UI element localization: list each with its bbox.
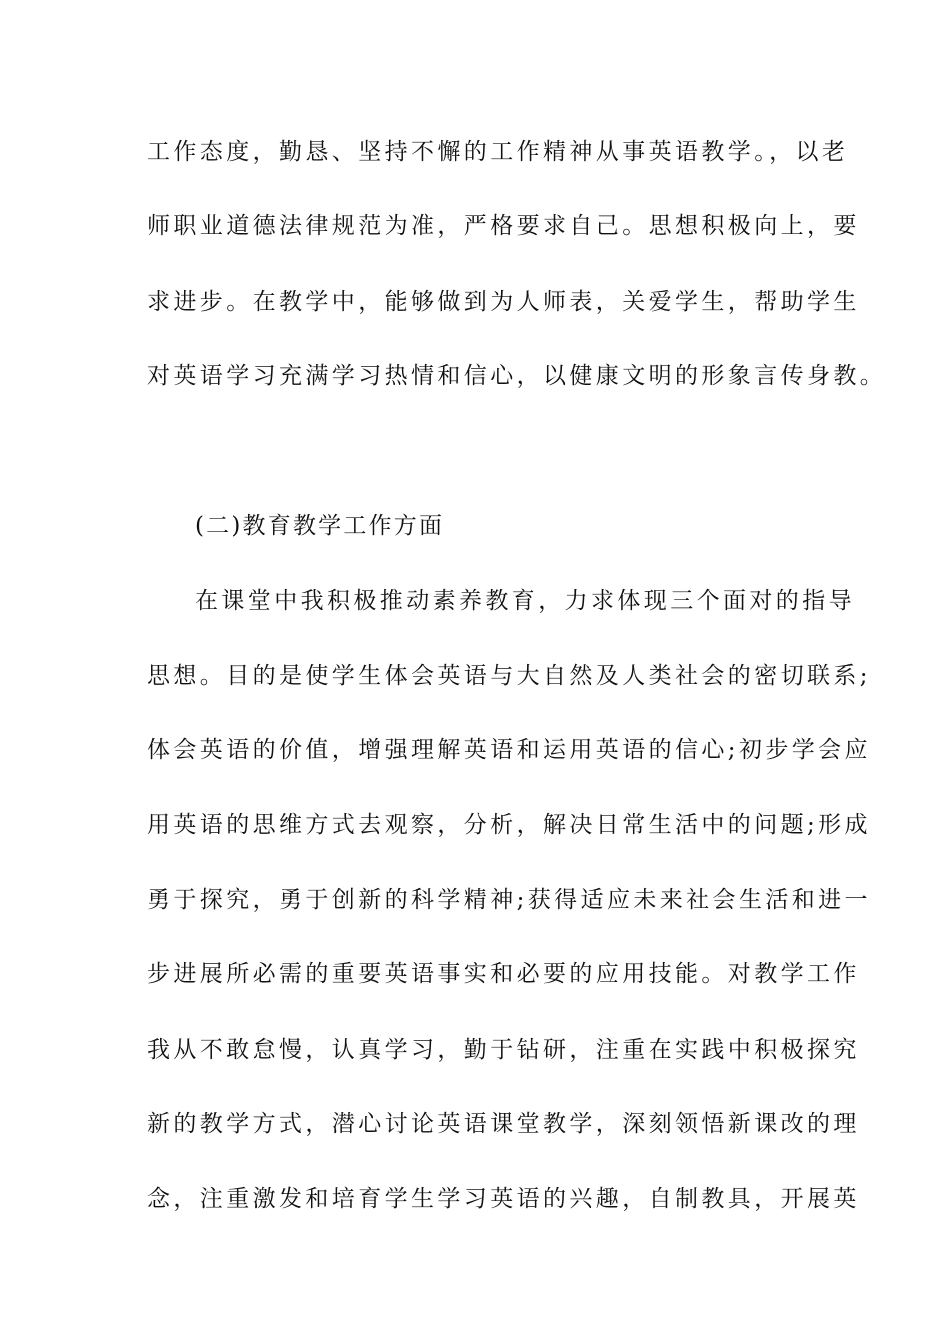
text-line: 工作态度，勤恳、坚持不懈的工作精神从事英语教学。，以老: [147, 139, 849, 165]
text-line: 念，注重激发和培育学生学习英语的兴趣，自制教具，开展英: [147, 1186, 860, 1212]
text-line: 用英语的思维方式去观察，分析，解决日常生活中的问题;形成: [147, 812, 871, 838]
text-line: 对英语学习充满学习热情和信心，以健康文明的形象言传身教。: [147, 363, 887, 389]
text-line: 我从不敢怠慢，认真学习，勤于钻研，注重在实践中积极探究: [147, 1037, 860, 1063]
text-line: 求进步。在教学中，能够做到为人师表，关爱学生，帮助学生: [147, 289, 860, 315]
text-line: 新的教学方式，潜心讨论英语课堂教学，深刻领悟新课改的理: [147, 1111, 860, 1137]
text-line: 勇于探究，勇于创新的科学精神;获得适应未来社会生活和进一: [147, 887, 871, 913]
text-line: 体会英语的价值，增强理解英语和运用英语的信心;初步学会应: [147, 737, 871, 763]
text-line: 在课堂中我积极推动素养教育，力求体现三个面对的指导: [195, 588, 855, 614]
text-line: 思想。目的是使学生体会英语与大自然及人类社会的密切联系;: [147, 663, 871, 689]
text-line: 步进展所必需的重要英语事实和必要的应用技能。对教学工作: [147, 961, 860, 987]
text-line: 师职业道德法律规范为准，严格要求自己。思想积极向上，要: [147, 213, 860, 239]
section-heading: (二)教育教学工作方面: [195, 513, 445, 539]
